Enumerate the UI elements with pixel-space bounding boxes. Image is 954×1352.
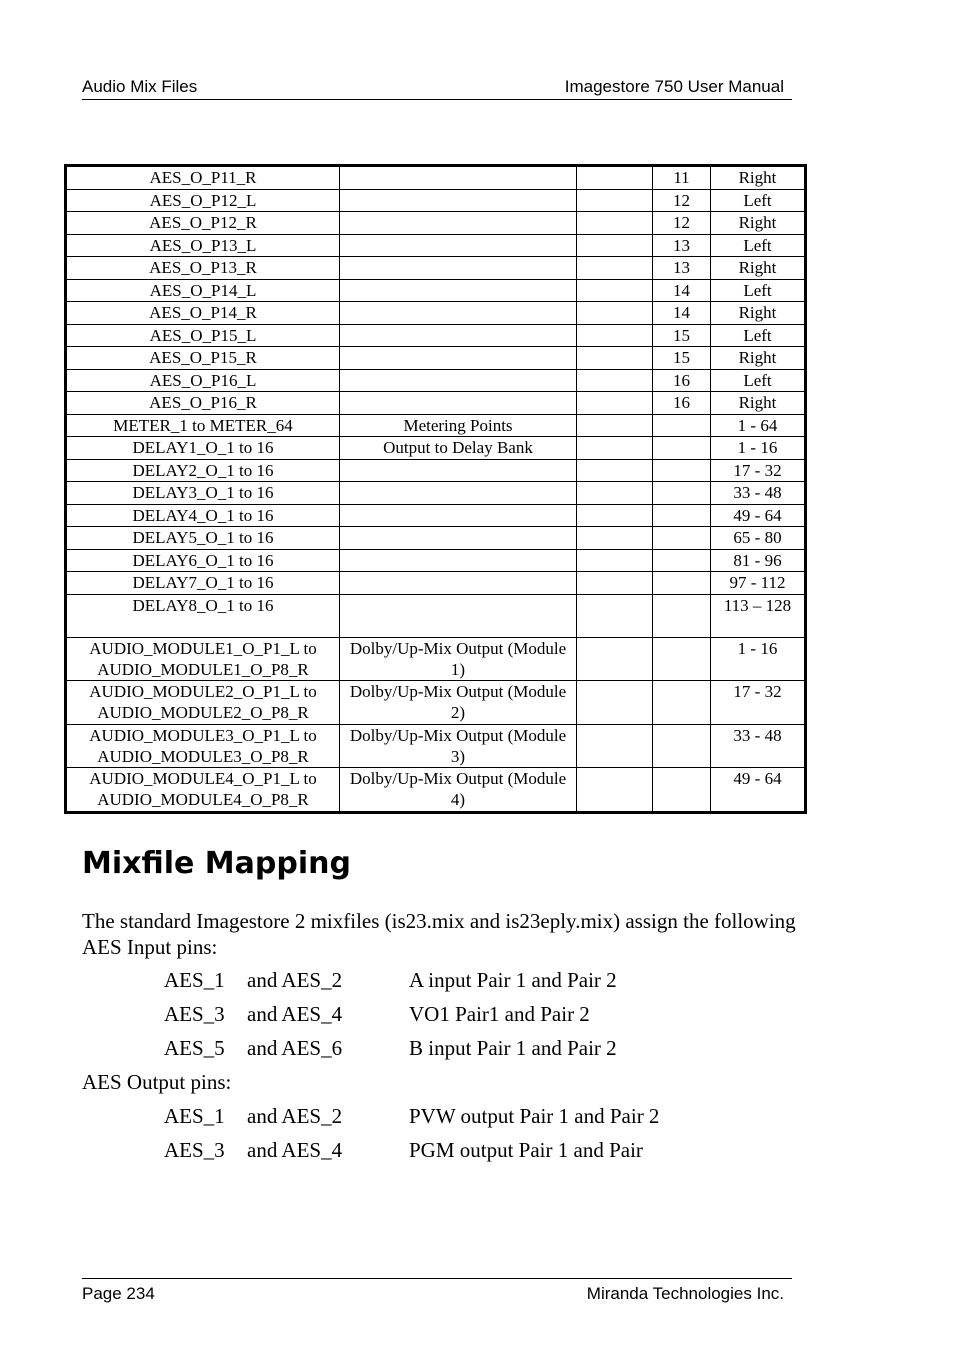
output-pin-1-b: and AES_2 xyxy=(247,1104,343,1128)
cell-signal-name: DELAY8_O_1 to 16 xyxy=(66,594,340,637)
cell-description xyxy=(340,257,577,280)
cell-description xyxy=(340,234,577,257)
cell-description: Dolby/Up-Mix Output (Module 1) xyxy=(340,637,577,681)
table-row xyxy=(66,414,806,437)
cell-description xyxy=(340,189,577,212)
cell-pair-number: 12 xyxy=(653,189,711,212)
cell-signal-name: AES_O_P11_R xyxy=(66,166,340,190)
table-row xyxy=(66,527,806,550)
cell-pair-number xyxy=(653,594,711,637)
cell-signal-name: DELAY5_O_1 to 16 xyxy=(66,527,340,550)
cell-description xyxy=(340,482,577,505)
table-row xyxy=(66,549,806,572)
cell-channel: Left xyxy=(711,324,806,347)
output-pin-1-a: AES_1 xyxy=(164,1104,225,1128)
output-heading: AES Output pins: xyxy=(82,1070,232,1094)
cell-pair-number: 14 xyxy=(653,302,711,325)
cell-pair-number: 11 xyxy=(653,166,711,190)
company-name: Miranda Technologies Inc. xyxy=(586,1284,784,1303)
table-row xyxy=(66,234,806,257)
cell-channel: 1 - 64 xyxy=(711,414,806,437)
cell-pair-number xyxy=(653,724,711,768)
cell-description xyxy=(340,324,577,347)
cell-pair-number xyxy=(653,414,711,437)
cell-pair-number: 15 xyxy=(653,324,711,347)
cell-channel: Right xyxy=(711,166,806,190)
cell-description xyxy=(340,594,577,637)
output-pin-2-a: AES_3 xyxy=(164,1138,225,1162)
cell-pair-number: 16 xyxy=(653,369,711,392)
cell-description xyxy=(340,212,577,235)
input-pin-3-desc: B input Pair 1 and Pair 2 xyxy=(409,1036,617,1060)
cell-spare xyxy=(577,257,653,280)
input-pin-2-b: and AES_4 xyxy=(247,1002,343,1026)
cell-spare xyxy=(577,347,653,370)
input-pin-2-desc: VO1 Pair1 and Pair 2 xyxy=(409,1002,590,1026)
cell-description xyxy=(340,279,577,302)
cell-spare xyxy=(577,414,653,437)
cell-description: Dolby/Up-Mix Output (Module 3) xyxy=(340,724,577,768)
table-row xyxy=(66,681,806,725)
section-title: Mixfile Mapping xyxy=(82,846,351,881)
cell-signal-name: AUDIO_MODULE3_O_P1_L to AUDIO_MODULE3_O_P8_R xyxy=(66,724,340,768)
cell-channel: 33 - 48 xyxy=(711,482,806,505)
cell-signal-name: AES_O_P15_R xyxy=(66,347,340,370)
header-section-title: Audio Mix Files xyxy=(82,77,198,96)
input-pin-1-b: and AES_2 xyxy=(247,968,343,992)
cell-spare xyxy=(577,724,653,768)
table-row xyxy=(66,594,806,637)
input-pin-3-b: and AES_6 xyxy=(247,1036,343,1060)
cell-pair-number xyxy=(653,527,711,550)
cell-signal-name: AES_O_P14_R xyxy=(66,302,340,325)
cell-channel: Right xyxy=(711,392,806,415)
cell-spare xyxy=(577,482,653,505)
cell-channel: 33 - 48 xyxy=(711,724,806,768)
table-row xyxy=(66,324,806,347)
cell-description xyxy=(340,549,577,572)
cell-spare xyxy=(577,279,653,302)
cell-spare xyxy=(577,527,653,550)
cell-channel: Left xyxy=(711,369,806,392)
table-row xyxy=(66,572,806,595)
cell-description xyxy=(340,459,577,482)
output-pin-1-desc: PVW output Pair 1 and Pair 2 xyxy=(409,1104,660,1128)
cell-channel: 97 - 112 xyxy=(711,572,806,595)
cell-description xyxy=(340,166,577,190)
cell-pair-number: 12 xyxy=(653,212,711,235)
cell-channel: Left xyxy=(711,234,806,257)
cell-channel: 49 - 64 xyxy=(711,504,806,527)
cell-description: Metering Points xyxy=(340,414,577,437)
pin-mapping-table xyxy=(64,164,807,814)
cell-pair-number: 14 xyxy=(653,279,711,302)
page-footer xyxy=(82,1278,792,1303)
cell-channel: Right xyxy=(711,302,806,325)
table-row xyxy=(66,189,806,212)
table-row xyxy=(66,724,806,768)
cell-signal-name: DELAY4_O_1 to 16 xyxy=(66,504,340,527)
cell-pair-number xyxy=(653,768,711,813)
table-row xyxy=(66,212,806,235)
cell-description xyxy=(340,572,577,595)
table-row xyxy=(66,302,806,325)
cell-spare xyxy=(577,392,653,415)
cell-signal-name: AES_O_P12_L xyxy=(66,189,340,212)
cell-channel: 81 - 96 xyxy=(711,549,806,572)
table-row xyxy=(66,637,806,681)
cell-signal-name: AES_O_P15_L xyxy=(66,324,340,347)
table-row xyxy=(66,482,806,505)
cell-signal-name: AES_O_P14_L xyxy=(66,279,340,302)
cell-description xyxy=(340,392,577,415)
cell-signal-name: AUDIO_MODULE1_O_P1_L to AUDIO_MODULE1_O_P8_R xyxy=(66,637,340,681)
cell-spare xyxy=(577,212,653,235)
cell-channel: Left xyxy=(711,189,806,212)
cell-pair-number xyxy=(653,437,711,460)
cell-channel: 17 - 32 xyxy=(711,681,806,725)
cell-spare xyxy=(577,768,653,813)
cell-channel: 17 - 32 xyxy=(711,459,806,482)
cell-spare xyxy=(577,681,653,725)
cell-signal-name: DELAY7_O_1 to 16 xyxy=(66,572,340,595)
input-pin-1-desc: A input Pair 1 and Pair 2 xyxy=(409,968,617,992)
cell-signal-name: AES_O_P13_L xyxy=(66,234,340,257)
cell-signal-name: AES_O_P16_L xyxy=(66,369,340,392)
cell-spare xyxy=(577,572,653,595)
page-number: Page 234 xyxy=(82,1284,155,1303)
input-pin-2-a: AES_3 xyxy=(164,1002,225,1026)
cell-description xyxy=(340,527,577,550)
cell-pair-number: 16 xyxy=(653,392,711,415)
cell-spare xyxy=(577,166,653,190)
cell-signal-name: AES_O_P12_R xyxy=(66,212,340,235)
cell-spare xyxy=(577,504,653,527)
cell-signal-name: DELAY6_O_1 to 16 xyxy=(66,549,340,572)
cell-channel: Right xyxy=(711,257,806,280)
output-pin-2-desc: PGM output Pair 1 and Pair xyxy=(409,1138,643,1162)
table-row xyxy=(66,369,806,392)
table-row xyxy=(66,392,806,415)
table-row xyxy=(66,257,806,280)
cell-signal-name: AES_O_P16_R xyxy=(66,392,340,415)
cell-pair-number xyxy=(653,637,711,681)
cell-description xyxy=(340,347,577,370)
cell-signal-name: DELAY1_O_1 to 16 xyxy=(66,437,340,460)
cell-channel: 65 - 80 xyxy=(711,527,806,550)
cell-signal-name: METER_1 to METER_64 xyxy=(66,414,340,437)
cell-channel: 49 - 64 xyxy=(711,768,806,813)
table-row xyxy=(66,437,806,460)
cell-spare xyxy=(577,369,653,392)
cell-spare xyxy=(577,594,653,637)
cell-spare xyxy=(577,324,653,347)
cell-description xyxy=(340,504,577,527)
cell-spare xyxy=(577,302,653,325)
cell-spare xyxy=(577,459,653,482)
cell-pair-number: 13 xyxy=(653,234,711,257)
cell-description: Output to Delay Bank xyxy=(340,437,577,460)
cell-pair-number: 13 xyxy=(653,257,711,280)
intro-paragraph: The standard Imagestore 2 mixfiles (is23.mix and is23eply.mix) assign the following AES Input pins: xyxy=(82,909,796,959)
cell-signal-name: DELAY3_O_1 to 16 xyxy=(66,482,340,505)
cell-pair-number xyxy=(653,549,711,572)
input-pin-3-a: AES_5 xyxy=(164,1036,225,1060)
table-row xyxy=(66,279,806,302)
cell-pair-number xyxy=(653,572,711,595)
cell-pair-number xyxy=(653,681,711,725)
cell-description xyxy=(340,302,577,325)
cell-spare xyxy=(577,437,653,460)
table-row xyxy=(66,459,806,482)
cell-spare xyxy=(577,637,653,681)
cell-pair-number xyxy=(653,504,711,527)
input-pin-1-a: AES_1 xyxy=(164,968,225,992)
table-row xyxy=(66,768,806,813)
cell-description: Dolby/Up-Mix Output (Module 4) xyxy=(340,768,577,813)
cell-signal-name: DELAY2_O_1 to 16 xyxy=(66,459,340,482)
cell-spare xyxy=(577,549,653,572)
cell-spare xyxy=(577,189,653,212)
cell-channel: 1 - 16 xyxy=(711,637,806,681)
table-row xyxy=(66,504,806,527)
cell-channel: Right xyxy=(711,212,806,235)
table-row xyxy=(66,166,806,190)
cell-description: Dolby/Up-Mix Output (Module 2) xyxy=(340,681,577,725)
cell-signal-name: AUDIO_MODULE2_O_P1_L to AUDIO_MODULE2_O_P8_R xyxy=(66,681,340,725)
cell-pair-number xyxy=(653,459,711,482)
cell-channel: 1 - 16 xyxy=(711,437,806,460)
cell-channel: Right xyxy=(711,347,806,370)
cell-description xyxy=(340,369,577,392)
table-row xyxy=(66,347,806,370)
output-pin-2-b: and AES_4 xyxy=(247,1138,343,1162)
cell-signal-name: AUDIO_MODULE4_O_P1_L to AUDIO_MODULE4_O_P8_R xyxy=(66,768,340,813)
cell-pair-number: 15 xyxy=(653,347,711,370)
cell-channel: Left xyxy=(711,279,806,302)
cell-signal-name: AES_O_P13_R xyxy=(66,257,340,280)
cell-pair-number xyxy=(653,482,711,505)
cell-channel: 113 – 128 xyxy=(711,594,806,637)
page-header xyxy=(82,76,792,100)
cell-spare xyxy=(577,234,653,257)
header-manual-title: Imagestore 750 User Manual xyxy=(564,77,784,96)
